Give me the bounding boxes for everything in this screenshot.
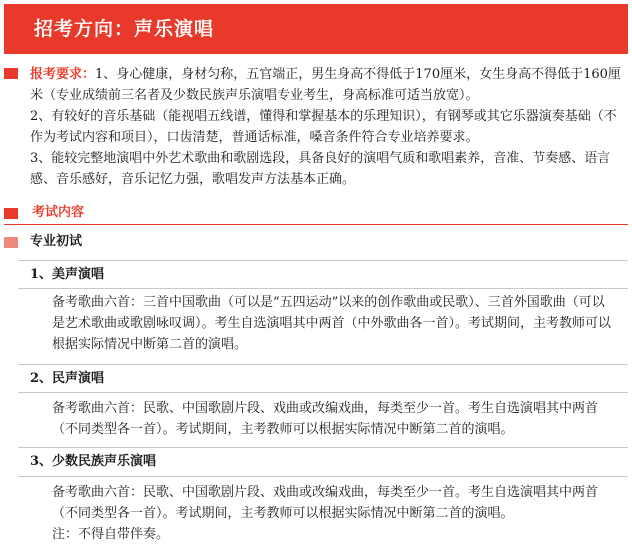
item-text: 备考歌曲六首：民歌、中国歌剧片段、戏曲或改编戏曲，每类至少一首。考生自选演唱其中两首（不同类型各一首）。考试期间，主考教师可以根据实际情况中断第二首的演唱。 <box>52 401 599 437</box>
item-title-ethnic: 3、少数民族声乐演唱 <box>30 454 157 469</box>
item-text: 备考歌曲六首：民歌、中国歌剧片段、戏曲或改编戏曲，每类至少一首。考生自选演唱其中两首（不同类型各一首）。考试期间，主考教师可以根据实际情况中断第二首的演唱。 <box>52 485 599 521</box>
item-title-bel-canto: 1、美声演唱 <box>30 267 105 282</box>
requirements-block <box>30 64 622 190</box>
requirements-label: 报考要求： <box>30 67 96 82</box>
page-header <box>4 4 628 54</box>
requirement-1 <box>30 64 622 106</box>
divider <box>18 392 628 393</box>
preliminary-marker <box>4 237 18 248</box>
divider <box>18 447 628 448</box>
requirements-marker <box>4 68 18 79</box>
item-body-ethnic <box>52 482 612 545</box>
divider <box>18 364 628 365</box>
item-note: 注：不得自带伴奏。 <box>52 527 170 542</box>
requirement-1-text: 1、身心健康，身材匀称，五官端正，男生身高不得低于170厘米，女生身高不得低于160厘米（专业成绩前三名者及少数民族声乐演唱专业考生，身高标准可适当放宽）。 <box>30 67 621 103</box>
page-title: 招考方向：声乐演唱 <box>34 18 215 40</box>
exam-section-title: 考试内容 <box>32 205 85 220</box>
divider <box>18 260 628 261</box>
item-body-folk <box>52 398 612 440</box>
divider <box>18 288 628 289</box>
requirement-3: 3、能较完整地演唱中外艺术歌曲和歌剧选段，具备良好的演唱气质和歌唱素养，音准、节奏感、语言感、音乐感好，音乐记忆力强，歌唱发声方法基本正确。 <box>30 151 611 187</box>
item-title-folk: 2、民声演唱 <box>30 371 105 386</box>
item-body-bel-canto <box>52 292 612 355</box>
requirement-2: 2、有较好的音乐基础（能视唱五线谱，懂得和掌握基本的乐理知识），有钢琴或其它乐器演奏基础（不作为考试内容和项目），口齿清楚，普通话标准，嗓音条件符合专业培养要求。 <box>30 109 617 145</box>
divider <box>18 476 628 477</box>
exam-section-header <box>4 204 628 225</box>
item-text: 备考歌曲六首：三首中国歌曲（可以是“五四运动”以来的创作歌曲或民歌）、三首外国歌曲（可以是艺术歌曲或歌剧咏叹调）。考生自选演唱其中两首（中外歌曲各一首）。考试期间，主考教师可以根据实际情况中断第二首的演唱。 <box>52 295 612 352</box>
preliminary-title: 专业初试 <box>30 234 83 249</box>
